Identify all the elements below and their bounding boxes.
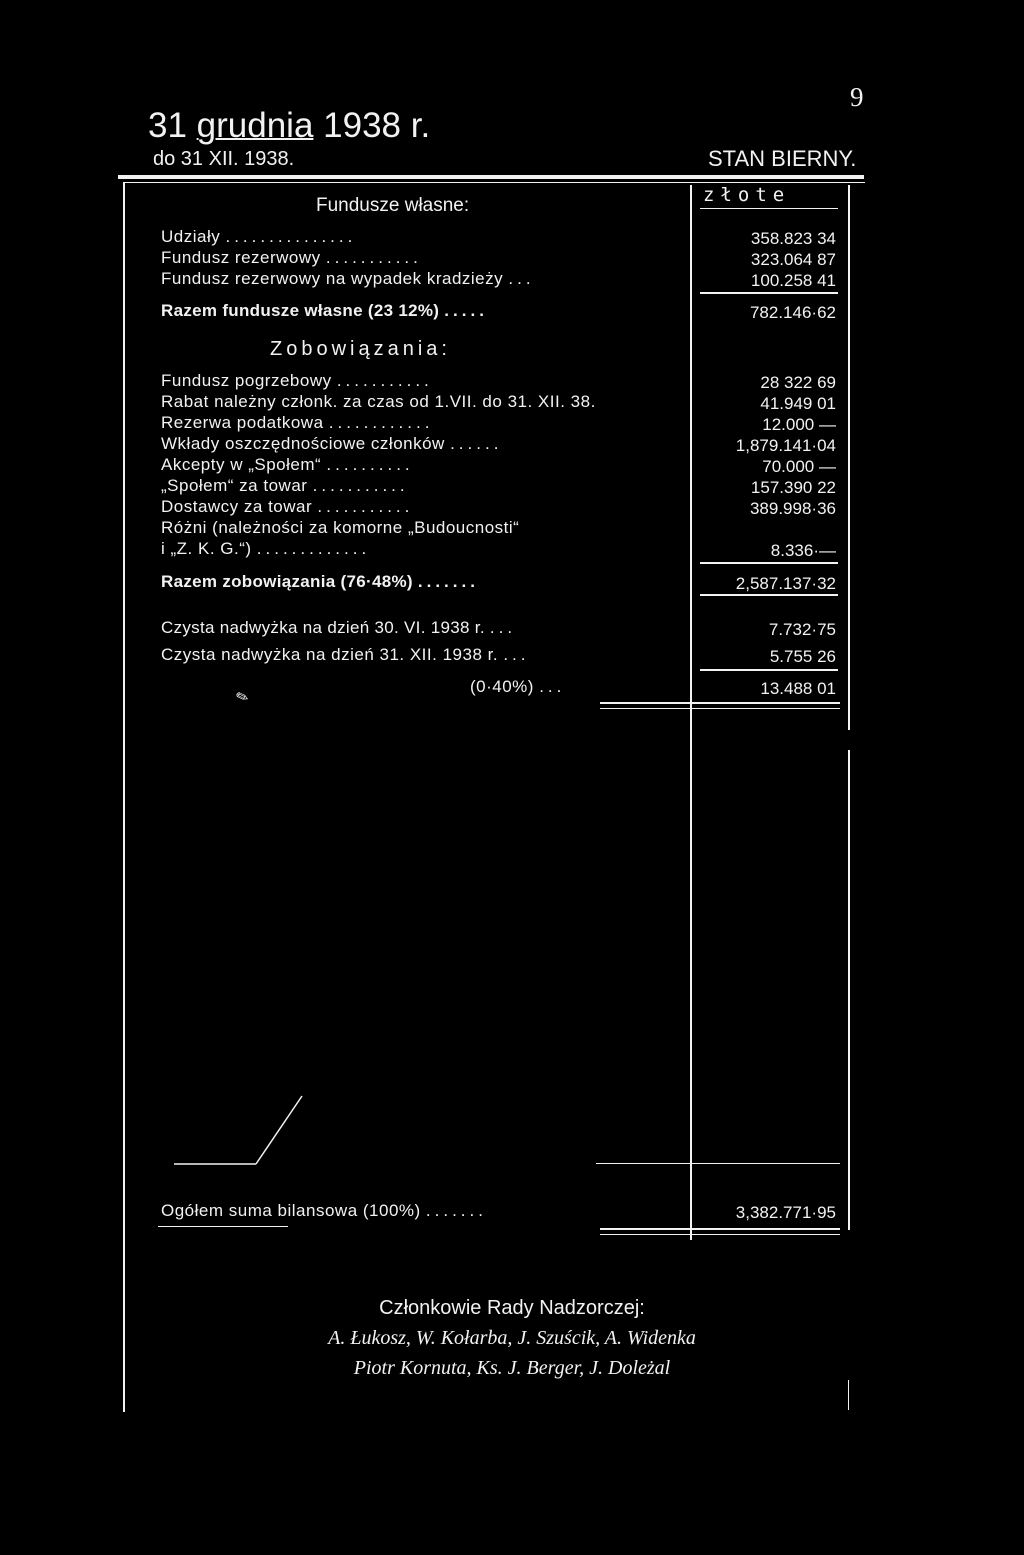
own-funds-heading: Fundusze własne:	[316, 195, 470, 216]
row-value: 100.258 41	[750, 271, 836, 290]
row-dots: ..........	[326, 455, 414, 474]
liabilities-row	[161, 539, 681, 561]
row-dots: .......	[425, 1201, 487, 1220]
row-dots: ............	[328, 413, 434, 432]
title-suffix: 1938 r.	[313, 106, 431, 145]
row-label: Fundusz pogrzebowy	[161, 371, 332, 390]
left-border	[123, 182, 125, 1412]
total-rule	[700, 594, 838, 596]
row-dots: ...........	[325, 248, 422, 267]
row-label: Fundusz rezerwowy	[161, 248, 321, 267]
row-label: Razem zobowiązania (76·48%)	[161, 572, 413, 591]
row-dots: .......	[417, 572, 479, 591]
row-value: 782.146·62	[749, 303, 836, 322]
page-title	[148, 106, 430, 146]
row-label: Rezerwa podatkowa	[161, 413, 324, 432]
right-border-tick	[848, 1380, 849, 1410]
header-rule	[118, 175, 864, 179]
row-value: 2,587.137·32	[735, 574, 836, 593]
right-border-lower	[848, 750, 850, 1230]
row-value: 323.064 87	[750, 250, 836, 269]
surplus-total	[470, 677, 670, 699]
grand-total-label-rule	[158, 1226, 288, 1227]
signatures-heading: Członkowie Rady Nadzorczej:	[379, 1297, 645, 1319]
row-value: 5.755 26	[769, 647, 836, 666]
liabilities-row	[161, 518, 681, 540]
row-dots: ...	[489, 618, 517, 637]
row-dots: ...	[539, 677, 566, 696]
liabilities-row	[161, 455, 681, 477]
row-dots: ...........	[336, 371, 433, 390]
cancellation-stroke	[170, 1090, 320, 1170]
column-divider	[690, 185, 692, 1240]
liabilities-row	[161, 434, 681, 456]
signatures-line: Piotr Kornuta, Ks. J. Berger, J. Doleżal	[353, 1357, 671, 1379]
own-funds-row	[161, 248, 681, 270]
title-prefix: 31	[148, 106, 197, 145]
header-rule-thin	[125, 182, 865, 183]
row-dots: .............	[256, 539, 371, 558]
row-label: (0·40%)	[470, 677, 534, 696]
liabilities-row	[161, 497, 681, 519]
own-funds-total	[161, 301, 681, 323]
surplus-row	[161, 618, 681, 640]
row-label: Różni (należności za komorne „Budoucnosti“	[161, 518, 520, 537]
row-label: Rabat należny członk. za czas od 1.VII. do 31. XII. 38.	[161, 392, 596, 411]
total-rule-double	[600, 708, 840, 709]
row-dots: ...	[503, 645, 530, 664]
row-value: 389.998·36	[749, 499, 836, 518]
row-value: 1,879.141·04	[735, 436, 836, 455]
row-dots: ...........	[312, 476, 409, 495]
row-value: 8.336·—	[770, 541, 836, 560]
row-label: Akcepty w „Społem“	[161, 455, 322, 474]
liabilities-total	[161, 572, 681, 594]
grand-total-rule	[600, 1228, 840, 1230]
row-value: 358.823 34	[750, 229, 836, 248]
row-value: 157.390 22	[750, 478, 836, 497]
row-dots: ...........	[317, 497, 414, 516]
liabilities-row	[161, 476, 681, 498]
subtotal-rule	[700, 669, 838, 671]
liabilities-heading: Zobowiązania:	[270, 338, 451, 360]
row-value: 70.000 —	[762, 457, 836, 476]
row-label: Ogółem suma bilansowa (100%)	[161, 1201, 421, 1220]
row-label: Fundusz rezerwowy na wypadek kradzieży	[161, 269, 504, 288]
row-value: 13.488 01	[760, 679, 836, 698]
currency-header: złote	[703, 184, 791, 206]
row-dots: ...............	[225, 227, 357, 246]
row-label: „Społem“ za towar	[161, 476, 308, 495]
grand-total-rule-double	[600, 1234, 840, 1235]
liabilities-row	[161, 413, 681, 435]
liabilities-row	[161, 392, 681, 414]
ink-mark-icon: ✎	[233, 686, 252, 708]
row-label: Dostawcy za towar	[161, 497, 313, 516]
row-value: 41.949 01	[760, 394, 836, 413]
subtotal-rule	[700, 292, 838, 294]
title-underlined: grudnia	[196, 106, 314, 145]
grand-total	[161, 1201, 681, 1223]
total-rule	[600, 702, 840, 704]
grand-total-upper-rule	[596, 1163, 840, 1164]
surplus-row	[161, 645, 681, 667]
row-label: Czysta nadwyżka na dzień 31. XII. 1938 r.	[161, 645, 499, 664]
own-funds-row	[161, 227, 681, 249]
row-dots: .....	[444, 301, 488, 320]
section-title: STAN BIERNY.	[708, 146, 857, 171]
row-value: 12.000 —	[762, 415, 836, 434]
own-funds-row	[161, 269, 681, 291]
subtotal-rule	[700, 562, 838, 564]
row-label: Razem fundusze własne (23 12%)	[161, 301, 440, 320]
date-line: do 31 XII. 1938.	[153, 148, 295, 170]
row-label: i „Z. K. G.“)	[161, 539, 252, 558]
row-label: Udziały	[161, 227, 221, 246]
grand-total-value: 3,382.771·95	[735, 1203, 836, 1222]
row-dots: ...	[508, 269, 535, 288]
page-number: 9	[850, 82, 864, 112]
row-label: Czysta nadwyżka na dzień 30. VI. 1938 r.	[161, 618, 485, 637]
row-dots: ......	[450, 434, 503, 453]
row-value: 7.732·75	[768, 620, 836, 639]
currency-underline	[700, 208, 838, 209]
row-value: 28 322 69	[760, 373, 836, 392]
signatures-line: A. Łukosz, W. Kołarba, J. Szuścik, A. Widenka	[328, 1327, 696, 1349]
right-border-upper	[848, 185, 850, 730]
liabilities-row	[161, 371, 681, 393]
row-label: Wkłady oszczędnościowe członków	[161, 434, 445, 453]
